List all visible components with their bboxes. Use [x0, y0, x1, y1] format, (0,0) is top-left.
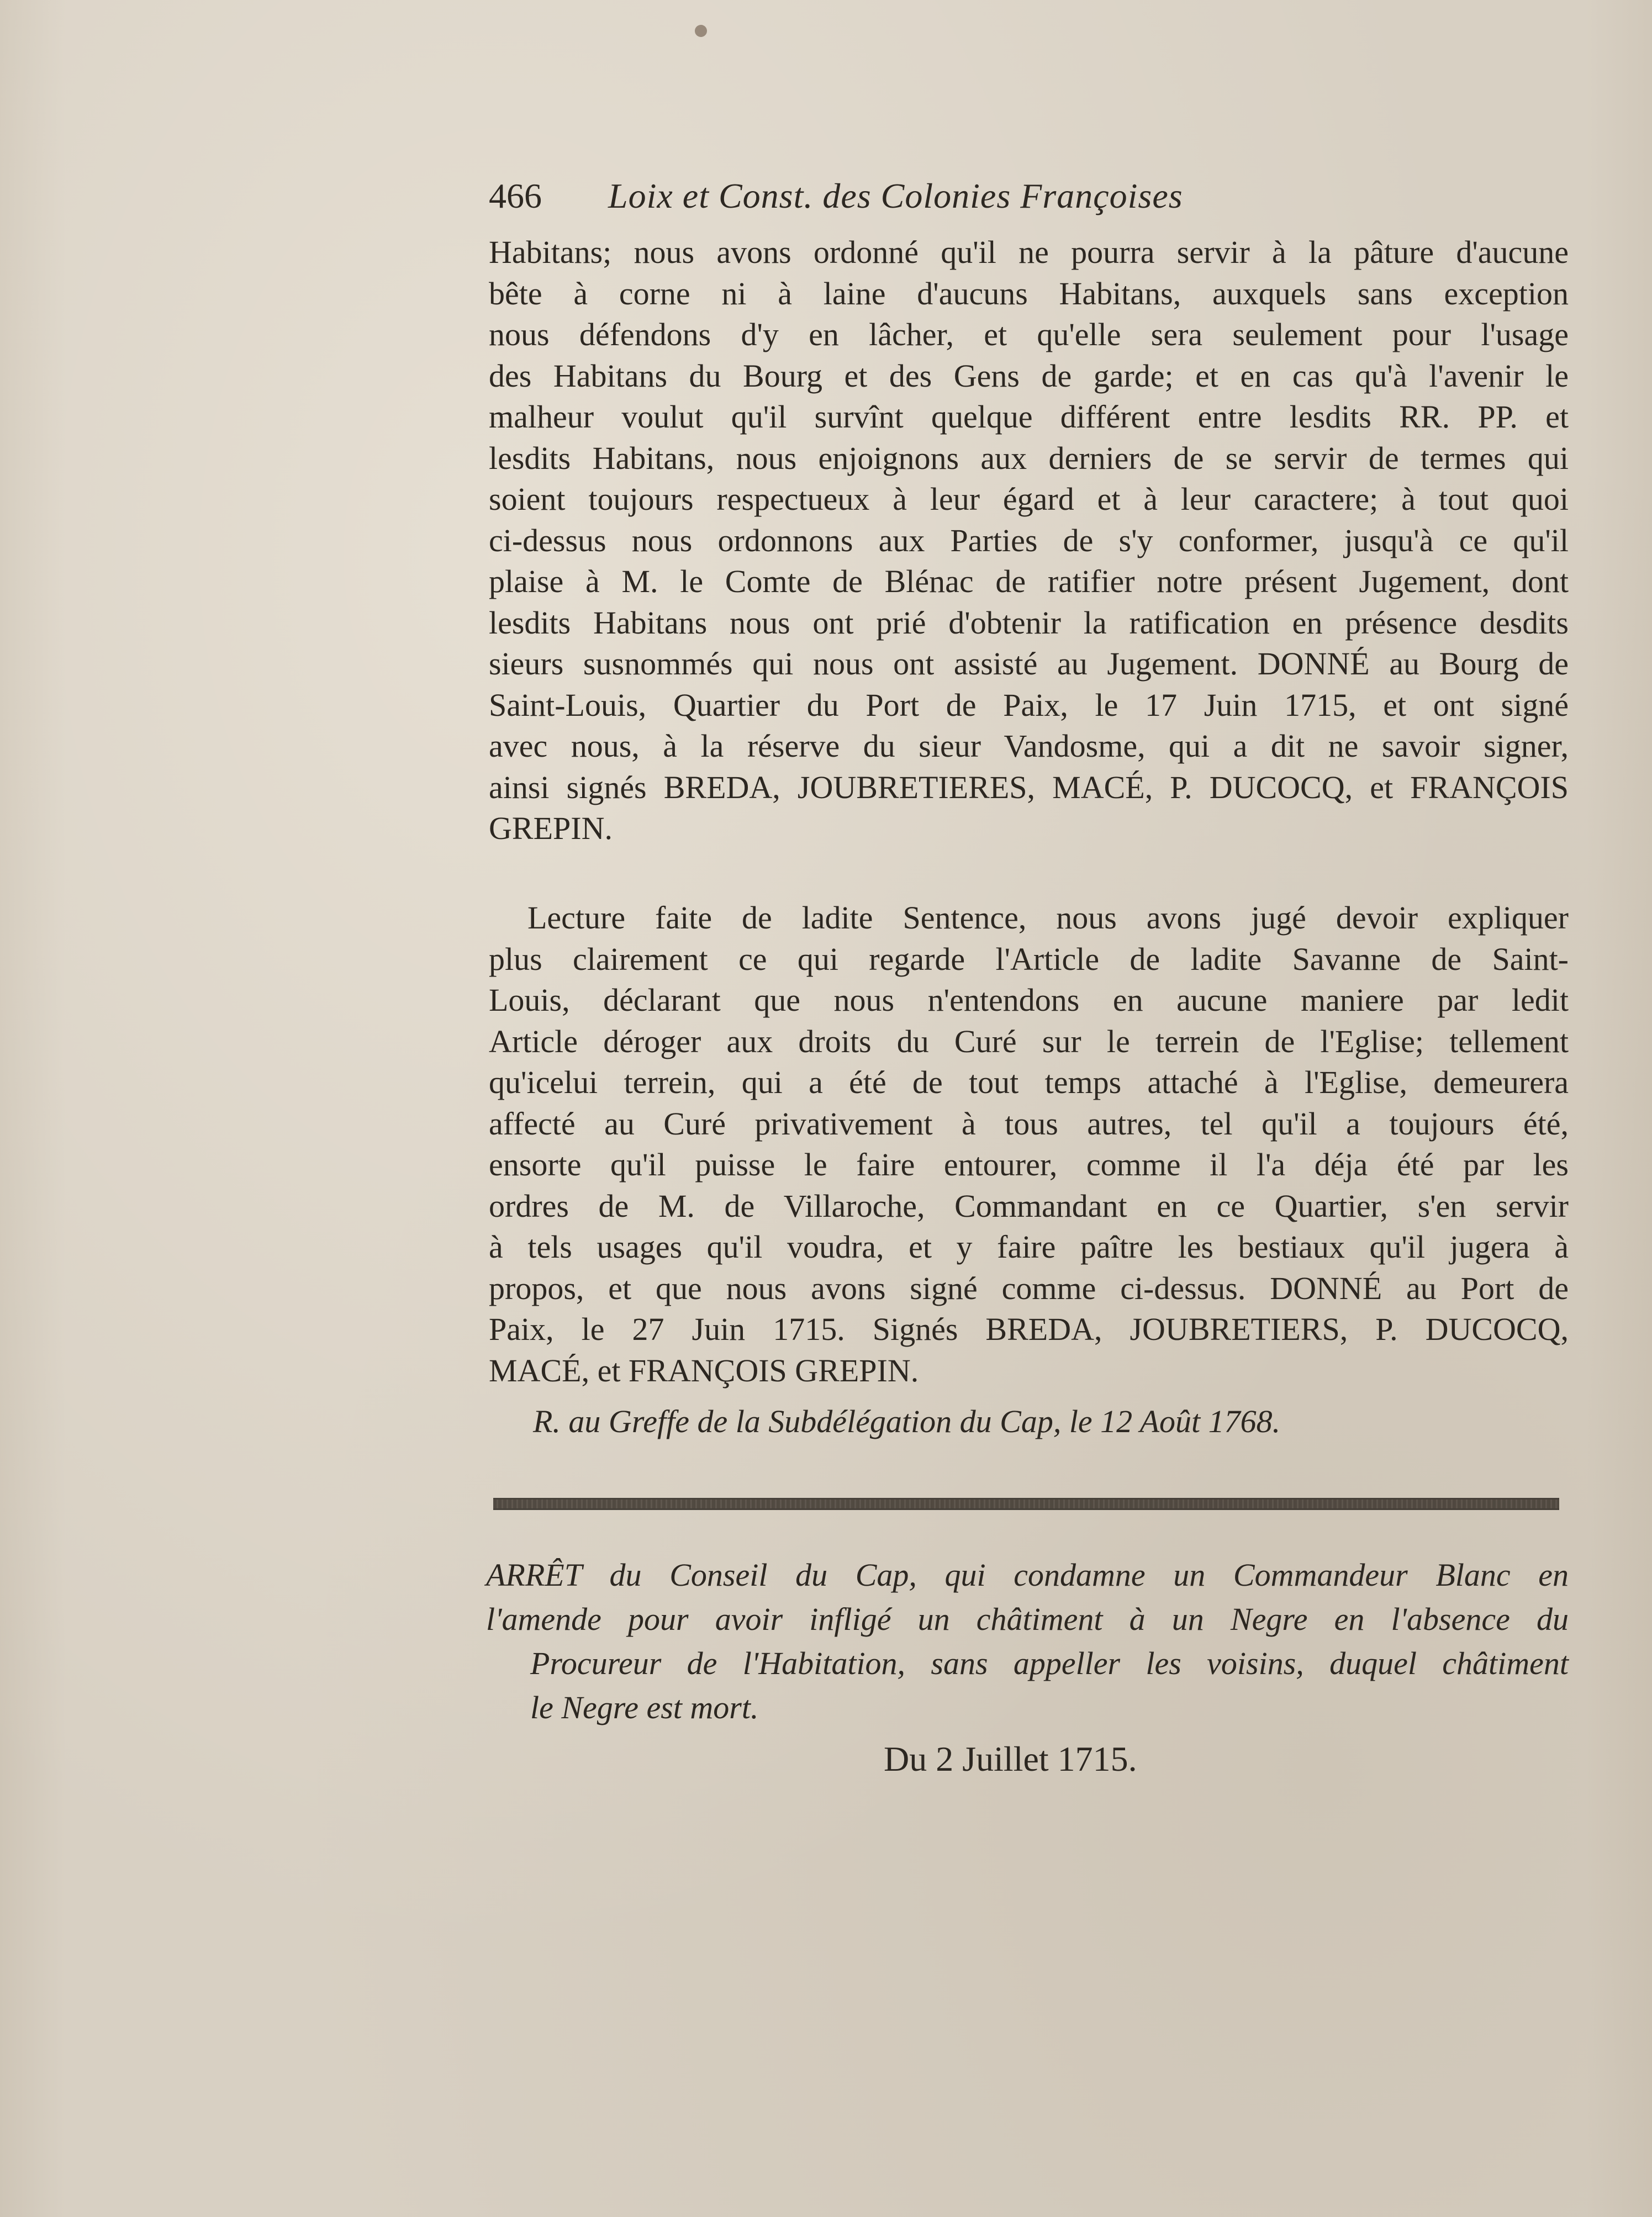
text-line: Article déroger aux droits du Curé sur le terrein de l'Eglise; tellement [489, 1023, 1569, 1059]
text-line: le Negre est mort. [530, 1690, 759, 1725]
text-line: Lecture faite de ladite Sentence, nous avons jugé devoir expliquer [527, 900, 1569, 936]
text-line: Saint-Louis, Quartier du Port de Paix, le 17 Juin 1715, et ont signé [489, 687, 1569, 723]
text-line: Louis, déclarant que nous n'entendons en aucune maniere par ledit [489, 982, 1569, 1018]
text-line: Procureur de l'Habitation, sans appeller les voisins, duquel châtiment [530, 1645, 1569, 1681]
text-line: qu'icelui terrein, qui a été de tout temps attaché à l'Eglise, demeurera [489, 1064, 1569, 1100]
text-line: des Habitans du Bourg et des Gens de garde; et en cas qu'à l'avenir le [489, 357, 1569, 394]
text-line: nous défendons d'y en lâcher, et qu'elle sera seulement pour l'usage [489, 316, 1569, 352]
text-line: ensorte qu'il puisse le faire entourer, comme il l'a déja été par les [489, 1147, 1569, 1183]
text-line: ainsi signés BREDA, JOUBRETIERES, MACÉ, P. DUCOCQ, et FRANÇOIS [489, 769, 1569, 805]
running-head [489, 176, 1350, 217]
text-line: affecté au Curé privativement à tous autres, tel qu'il a toujours été, [489, 1105, 1569, 1142]
page-number: 466 [489, 176, 542, 215]
text-line: lesdits Habitans nous ont prié d'obtenir la ratification en présence desdits [489, 604, 1569, 641]
section-divider [493, 1498, 1559, 1510]
registry-note: R. au Greffe de la Subdélégation du Cap, le 12 Août 1768. [533, 1403, 1281, 1439]
text-line: MACÉ, et FRANÇOIS GREPIN. [489, 1352, 919, 1389]
text-line: bête à corne ni à laine d'aucuns Habitans, auxquels sans exception [489, 275, 1569, 312]
text-line: avec nous, à la réserve du sieur Vandosme, qui a dit ne savoir signer, [489, 728, 1569, 764]
text-line: propos, et que nous avons signé comme ci-dessus. DONNÉ au Port de [489, 1270, 1569, 1306]
text-line: plaise à M. le Comte de Blénac de ratifier notre présent Jugement, dont [489, 563, 1569, 599]
running-title: Loix et Const. des Colonies Françoises [608, 176, 1183, 215]
text-line: lesdits Habitans, nous enjoignons aux derniers de se servir de termes qui [489, 440, 1569, 476]
paragraph-explanation [489, 898, 1569, 1391]
text-line: Paix, le 27 Juin 1715. Signés BREDA, JOUBRETIERS, P. DUCOCQ, [489, 1311, 1569, 1347]
text-line: GREPIN. [489, 810, 613, 846]
text-line: ci-dessus nous ordonnons aux Parties de s'y conformer, jusqu'à ce qu'il [489, 522, 1569, 558]
arret-date: Du 2 Juillet 1715. [884, 1739, 1137, 1778]
text-line: ordres de M. de Villaroche, Commandant en ce Quartier, s'en servir [489, 1187, 1569, 1224]
text-line: plus clairement ce qui regarde l'Article de ladite Savanne de Saint- [489, 941, 1569, 977]
text-line: ARRÊT du Conseil du Cap, qui condamne un Commandeur Blanc en [486, 1557, 1569, 1593]
text-line: à tels usages qu'il voudra, et y faire paître les bestiaux qu'il jugera à [489, 1229, 1569, 1265]
arret-heading [486, 1553, 1569, 1730]
text-line: l'amende pour avoir infligé un châtiment à un Negre en l'absence du [486, 1601, 1569, 1637]
text-line: Habitans; nous avons ordonné qu'il ne pourra servir à la pâture d'aucune [489, 234, 1569, 270]
ink-speck [695, 25, 707, 37]
paragraph-sentence [489, 232, 1569, 849]
text-line: sieurs susnommés qui nous ont assisté au Jugement. DONNÉ au Bourg de [489, 646, 1569, 682]
text-line: soient toujours respectueux à leur égard et à leur caractere; à tout quoi [489, 481, 1569, 517]
text-line: malheur voulut qu'il survînt quelque différent entre lesdits RR. PP. et [489, 399, 1569, 435]
